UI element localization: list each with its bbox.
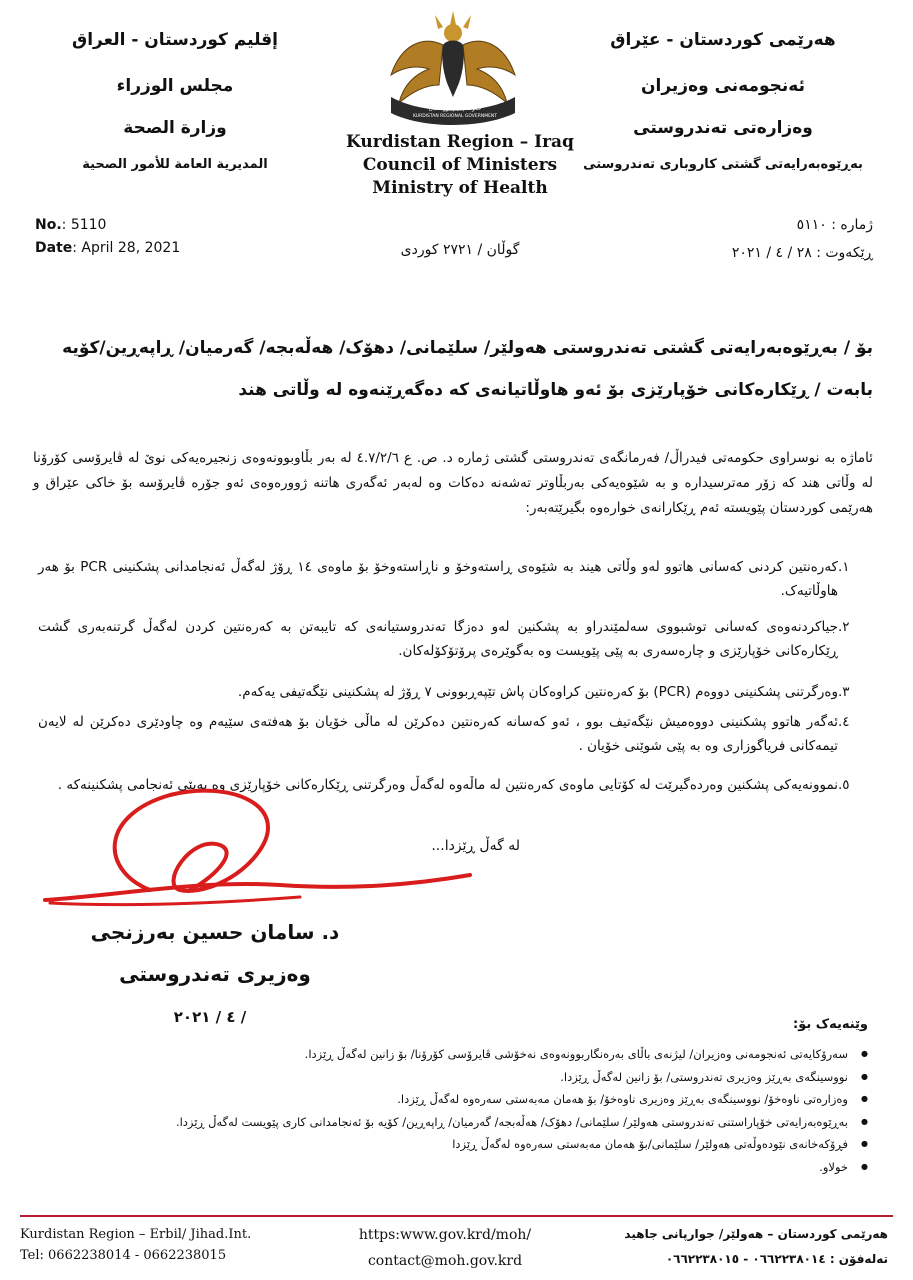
list-number: .٢ xyxy=(838,619,850,635)
cc-heading: وێنەیەک بۆ: xyxy=(793,1017,868,1032)
closing-regards: لە گەڵ ڕێزدا... xyxy=(431,838,520,854)
header-kurdish-ministry: وەزارەتی تەندروستی xyxy=(633,118,813,138)
intro-paragraph: ئاماژە بە نوسراوی حکومەتی فیدراڵ/ فەرمانگەی تەندروستی گشتی ژمارە د. ص. ع ٤.٧/٢/٦ لە بەر بڵاوبوونەوەی زنجیرەیەکی نوێ لە ڤایرۆسی کۆرۆنا لە وڵاتی هند کە زۆر مەترسیدارە و بە شێوەیەکی بەربڵاوتر تەشەنە دەکات وە لەبەر ئەگەری هاتنە ژوورەوەی ئەو جۆرە ڤایرۆسە بۆ خاکی عێراق و هەرێمی کوردستان پێویستە ئەم ڕێکارانەی خوارەوە بگیرێتەبەر: xyxy=(33,450,873,516)
list-text: ئەگەر هاتوو پشکنینی دووەمیش نێگەتیف بوو ، ئەو کەسانە کەرەنتین دەکرێن لە ماڵی خۆیان بۆ هەفتەی سێیەم وە چاودێری دەکرێن لە لایەن تیمەکانی فریاگوزاری وە بە پێی شوێنی خۆیان . xyxy=(38,714,838,754)
cc-item: ● سەرۆکایەتی ئەنجومەنی وەزیران/ لیژنەی باڵای بەرەنگاربوونەوەی نەخۆشی ڤایرۆسی کۆرۆنا/ بۆ زانین لەگەڵ ڕێزدا. xyxy=(48,1043,868,1066)
list-number: .١ xyxy=(838,559,850,575)
header-arabic-directorate: المديرية العامة للأمور الصحية xyxy=(82,157,268,172)
kurdish-month: گوڵان / ٢٧٢١ کوردی xyxy=(400,242,520,258)
number-label: No. xyxy=(35,217,62,233)
list-item xyxy=(38,710,868,758)
header-kurdish-directorate: بەڕێوەبەرایەتی گشتی کاروباری تەندروستی xyxy=(583,157,863,172)
cc-item: ● فڕۆکەخانەی نێودەوڵەتی هەولێر/ سلێمانی/بۆ هەمان مەبەستی سەرەوە لەگەڵ ڕێزدا xyxy=(48,1133,868,1156)
date-label: Date xyxy=(35,240,73,256)
signatory-name: د. سامان حسین بەرزنجی xyxy=(90,920,340,944)
kurdish-date: ڕێکەوت : ٢٨ / ٤ / ٢٠٢١ xyxy=(731,245,873,261)
header-kurdish-council: ئەنجومەنی وەزیران xyxy=(640,76,805,96)
list-item xyxy=(38,555,868,603)
footer-divider xyxy=(20,1215,893,1217)
list-number: .٤ xyxy=(838,714,850,730)
cc-item: ● نووسینگەی بەڕێز وەزیری تەندروستی/ بۆ زانین لەگەڵ ڕێزدا. xyxy=(48,1066,868,1089)
signature-date: / ٤ / ٢٠٢١ xyxy=(173,1008,247,1026)
date-value: : April 28, 2021 xyxy=(72,240,181,256)
signatory-title: وەزیری تەندروستی xyxy=(119,962,311,986)
cc-item: ● وەزارەتی ناوەخۆ/ نووسینگەی بەڕێز وەزیری ناوەخۆ/ بۆ هەمان مەبەستی سەرەوە لەگەڵ ڕێزدا. xyxy=(48,1088,868,1111)
header-kurdish-region: هەرێمی کوردستان - عێراق xyxy=(610,30,836,50)
header-arabic-region: إقليم كوردستان - العراق xyxy=(72,30,278,50)
document-date xyxy=(35,240,180,256)
footer-address-kurdish: هەرێمی کوردستان – هەولێر/ جوارپانی جاهید xyxy=(624,1227,888,1241)
footer-phone-english: Tel: 0662238014 - 0662238015 xyxy=(20,1248,227,1263)
footer-website[interactable]: https:www.gov.krd/moh/ xyxy=(358,1227,532,1243)
header-english-ministry: Ministry of Health xyxy=(372,178,548,198)
cc-item: ● خولاو. xyxy=(48,1156,868,1179)
header-arabic-council: مجلس الوزراء xyxy=(116,76,234,96)
kurdish-number: ژمارە : ٥١١٠ xyxy=(796,217,873,233)
list-text: کەرەنتین کردنی کەسانی هاتوو لەو وڵاتی هیند بە شێوەی ڕاستەوخۆ و ناڕاستەوخۆ بۆ ماوەی ١٤ ڕۆژ لەگەڵ ئەنجامدانی پشکنینی PCR بۆ هەر هاوڵاتیەک. xyxy=(38,559,838,599)
footer-phone-kurdish: تەلەفۆن : ٠٦٦٢٢٣٨٠١٤ - ٠٦٦٢٢٣٨٠١٥ xyxy=(665,1252,888,1266)
list-text: نموونەیەکی پشکنین وەردەگیرێت لە کۆتایی ماوەی کەرەنتین لە ماڵەوە لەگەڵ وەرگرتنی ڕێکارەکانی خۆپارێزی وە بەپێی ئەنجامی پشکنینەکە . xyxy=(57,777,838,793)
logo-text-arabic: حكومة إقليم كوردستان xyxy=(428,106,482,112)
document-number xyxy=(35,217,106,233)
recipient-line: بۆ / بەڕێوەبەرایەتی گشتی تەندروستی هەولێر/ سلێمانی/ دهۆک/ هەڵەبجە/ گەرمیان/ ڕاپەڕین/کۆیە xyxy=(62,338,873,358)
footer-address-english: Kurdistan Region – Erbil/ Jihad.Int. xyxy=(20,1227,252,1242)
cc-list xyxy=(48,1043,868,1178)
list-text: جیاکردنەوەی کەسانی توشبووی سەلمێندراو بە پشکنین لەو دەزگا تەندروستیانەی کە تایبەتن بە کەرەنتین کردن لەگەڵ گرتنەبەری گشت ڕێکارەکانی خۆپارێزی و چارەسەری بە پێی پێویست وە بەگوێرەی پرۆتۆکۆلەکان. xyxy=(38,619,838,659)
list-number: .٥ xyxy=(838,777,850,793)
handwritten-signature xyxy=(40,775,480,935)
header-english-council: Council of Ministers xyxy=(362,155,558,175)
list-text: وەرگرتنی پشکنینی دووەم (PCR) بۆ کەرەنتین کراوەکان پاش تێپەڕبوونی ٧ ڕۆژ لە پشکنینی نێگەتیفی یەکەم. xyxy=(237,684,838,700)
subject-line: بابەت / ڕێکارەکانی خۆپارێزی بۆ ئەو هاوڵاتیانەی کە دەگەڕێنەوە لە وڵاتی هند xyxy=(238,380,873,400)
cc-item: ● بەڕێوەبەرایەتی خۆپاراستنی تەندروستی هەولێر/ سلێمانی/ دهۆک/ هەڵەبجە/ گەرمیان/ ڕاپەڕین/ کۆیە بۆ ئەنجامدانی کاری پێویست لەگەڵ ڕێزدا. xyxy=(48,1111,868,1134)
list-number: .٣ xyxy=(838,684,850,700)
header-english-region: Kurdistan Region – Iraq xyxy=(346,132,574,152)
list-item xyxy=(38,615,868,663)
header-arabic-ministry: وزارة الصحة xyxy=(123,118,227,138)
number-value: : 5110 xyxy=(61,217,107,233)
footer-email[interactable]: contact@moh.gov.krd xyxy=(367,1253,523,1269)
logo-text-english: KURDISTAN REGIONAL GOVERNMENT xyxy=(412,114,498,119)
list-item xyxy=(38,680,868,704)
